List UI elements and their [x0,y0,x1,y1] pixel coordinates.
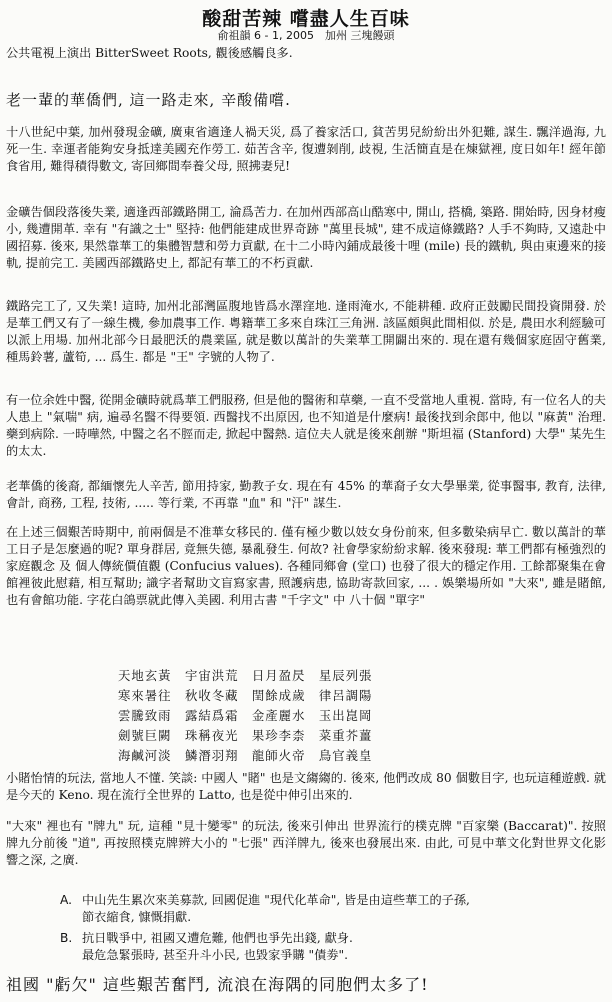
paragraph-railroad: 金礦告個段落後失業, 適逢西部鐵路開工, 淪爲苦力. 在加州西部高山酷寒中, 開山, 搭橋, 築路. 開始時, 因身材瘦小, 幾遭開革. 幸有 "有識之士" 堅持: 他們能建成世界奇跡 "萬里長城", 建不成這條鐵路? 人手不夠時, 又遠赴中國招募. 後來, 果然靠華工的集體智慧和勞力貢獻, 在十二小時內鋪成最後十哩 (mile) 長的鐵軌, 與由東邊來的接軌, 提前完工. 美國西部鐵路史上, 都記有華工的不朽貢獻. [6,205,606,270]
page-title: 酸甜苦辣 嚐盡人生百味 [202,8,410,30]
list-marker-b: B. [60,931,73,945]
intro-paragraph: 公共電視上演出 BitterSweet Roots, 觀後感觸良多. [6,46,293,60]
list-item-b [60,930,600,964]
poem-line: 雲騰致雨 露結爲霜 金產麗水 玉出崑岡 [118,708,373,723]
poem-line: 天地玄黃 宇宙洪荒 日月盈昃 星辰列張 [118,668,373,683]
poem-line: 劍號巨闕 珠稱夜光 果珍李柰 菜重芥薑 [118,728,373,743]
list-item-b-text1: 抗日戰爭中, 祖國又遭危難, 他們也爭先出錢, 獻身. [82,931,353,945]
paragraph-baccarat: "大來" 裡也有 "牌九" 玩, 這種 "見十變零" 的玩法, 後來引伸出 世界流行的樸克牌 "百家樂 (Baccarat)". 按照牌九分前後 "道", 再按照樸克牌辨大小的 "七張" 西洋牌九, 後來也發展出來. 由此, 可見中華文化對世界文化影響之深, 之廣. [6,819,606,867]
list-item-a-line1 [60,892,600,909]
poem-line: 海鹹河淡 鱗潛羽翔 龍師火帝 鳥官義皇 [118,748,373,763]
thousand-character-poem [118,666,372,766]
paragraph-gold-rush: 十八世紀中葉, 加州發現金礦, 廣東省適逢人禍天災, 爲了養家活口, 貧苦男兒紛紛出外犯難, 謀生. 飄洋過海, 九死一生. 幸運者能夠安身抵達美國充作勞工. 茹苦含辛, 復遭剝削, 歧視, 生活簡直是在煉獄裡, 度日如年! 經年節食省用, 難得積得數文, 寄回鄉間奉養父母, 照拂妻兒! [6,125,606,173]
author-byline: 俞祖韻 6 - 1, 2005 加州 三塊饅頭 [217,29,395,42]
paragraph-social-life: 在上述三個艱苦時期中, 前兩個是不准華女移民的. 僅有極少數以妓女身份前來, 但多數染病早亡. 數以萬計的華工日子是怎麼過的呢? 單身群居, 竟無失德, 暴亂發生. 何故? 社會學家紛紛求解. 後來發現: 華工們都有極強烈的家庭觀念 及 個人傳統價值觀 (Confucius values). 各種同鄉會 (堂口) 也發了很大的穩定作用. 工餘都聚集在會館裡彼此慰藉, 相互幫助; 識字者幫助文盲寫家書, 照護病患, 協助寄款回家, ... . 娛樂場所如 "大來", 雖是賭館, 也有會館功能. 字花白鴿票就此傳入美國. 利用古書 "千字文" 中 八十個 "單字" [6,525,606,607]
list-item-a-text2: 節衣縮食, 慷慨捐獻. [82,910,192,924]
list-marker-a: A. [60,893,72,907]
paragraph-herbal-doctor: 有一位余姓中醫, 從開金礦時就爲華工們服務, 但是他的醫術和草藥, 一直不受當地人重視. 當時, 有一位名人的夫人患上 "氣喘" 病, 遍尋名醫不得要領. 西醫找不出原因, 也不知道是什麼病! 最後找到余郎中, 他以 "麻黃" 治理. 藥到病除. 一時嘩然, 中醫之名不脛而走, 掀起中醫熱. 這位夫人就是後來創辦 "斯坦福 (Stanford) 大學" 某先生的太太. [6,393,606,458]
poem-line: 寒來暑往 秋收冬藏 閏餘成歲 律呂調陽 [118,688,373,703]
paragraph-descendants: 老華僑的後裔, 都緬懷先人辛苦, 節用持家, 勤教子女. 現在有 45% 的華裔子女大學畢業, 從事醫事, 教育, 法律, 會計, 商務, 工程, 技術, ..... 等行業, 不再靠 "血" 和 "汗" 謀生. [6,479,606,510]
closing-statement: 祖國 "虧欠" 這些艱苦奮鬥, 流浪在海隅的同胞們太多了! [6,975,429,994]
paragraph-farming: 鐵路完工了, 又失業! 這時, 加州北部灣區腹地皆爲水澤窪地. 逢雨淹水, 不能耕種. 政府正鼓勵民間投資開發. 於是華工們又有了一線生機, 參加農事工作. 粵籍華工多來自珠江三角洲. 該區頗與此間相似. 於是, 農田水利經驗可以派上用場. 加州北部今日最肥沃的農業區, 就是數以萬計的失業華工開闢出來的. 現在還有幾個家庭固守舊業, 種馬鈴薯, 蘆筍, ... 爲生. 都是 "王" 字號的人物了. [6,299,606,364]
list-item-b-text2: 最危急緊張時, 甚至升斗小民, 也毀家爭購 "債劵". [82,948,349,962]
list-item-a-text1: 中山先生累次來美募款, 回國促進 "現代化革命", 皆是由這些華工的子孫, [82,893,470,907]
lead-heading: 老一輩的華僑們, 這一路走來, 辛酸備嚐. [6,91,291,109]
paragraph-keno: 小賭怡情的玩法, 當地人不懂. 笑談: 中國人 "賭" 也是文縐縐的. 後來, 他們改成 80 個數目字, 也玩這種遊戲. 就是今天的 Keno. 現在流行全世界的 Latto, 也是從中伸引出來的. [6,771,606,802]
list-item-a [60,892,600,926]
list-item-b-line1 [60,930,600,947]
